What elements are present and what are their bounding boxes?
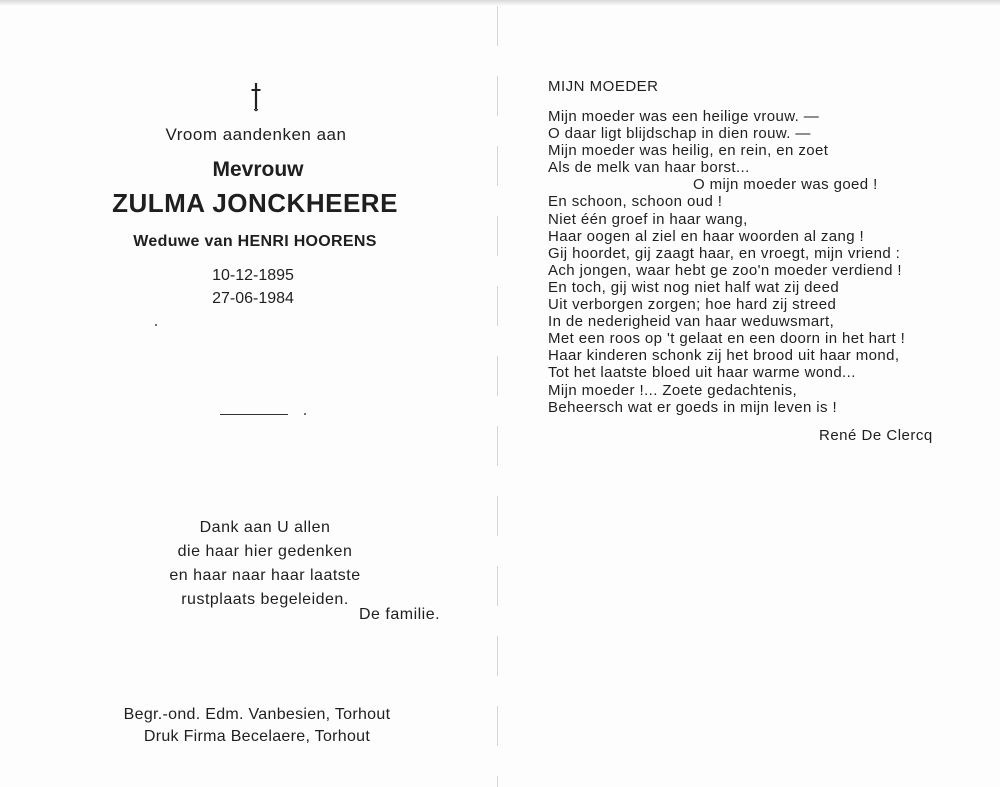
remembrance-heading: Vroom aandenken aan — [165, 125, 347, 144]
print-speck — [155, 324, 157, 326]
poem-line: Gij hoordet, gij zaagt haar, en vroegt, mijn vriend : — [548, 244, 901, 262]
poem-author: René De Clercq — [819, 427, 933, 444]
poem-title: MIJN MOEDER — [548, 78, 659, 95]
poem-line: En toch, gij wist nog niet half wat zij deed — [548, 278, 840, 296]
left-panel — [0, 0, 497, 787]
poem-line: Met een roos op 't gelaat en een doorn in het hart ! — [548, 330, 906, 348]
family-signature: De familie. — [359, 606, 441, 623]
thanks-line: die haar hier gedenken — [177, 543, 353, 560]
poem-line: Niet één groef in haar wang, — [548, 210, 748, 228]
widow-of-line: Weduwe van HENRI HOORENS — [133, 233, 377, 250]
thanks-line: Dank aan U allen — [199, 519, 331, 536]
death-date: 27-06-1984 — [212, 290, 294, 307]
printer-credits — [112, 704, 402, 748]
poem-line: In de nederigheid van haar weduwsmart, — [548, 313, 835, 331]
cross-icon — [249, 82, 263, 112]
poem-line: Mijn moeder was een heilige vrouw. — — [548, 108, 820, 125]
deceased-name: ZULMA JONCKHEERE — [112, 188, 398, 218]
poem-line: En schoon, schoon oud ! — [548, 193, 723, 211]
poem-line: Mijn moeder !... Zoete gedachtenis, — [548, 381, 798, 399]
birth-date: 10-12-1895 — [212, 267, 294, 284]
print-speck — [304, 413, 306, 415]
poem-line: Als de melk van haar borst... — [548, 159, 750, 177]
poem-line: Tot het laatste bloed uit haar warme wond... — [548, 364, 856, 382]
printer-line: Druk Firma Becelaere, Torhout — [143, 728, 371, 745]
poem-line: Haar oogen al ziel en haar woorden al zang ! — [548, 227, 865, 245]
thanks-line: en haar naar haar laatste — [169, 567, 361, 584]
thanks-block — [160, 516, 370, 612]
thanks-line: rustplaats begeleiden. — [181, 591, 349, 608]
deceased-title: Mevrouw — [212, 158, 304, 181]
poem-line: Beheersch wat er goeds in mijn leven is ! — [548, 398, 838, 416]
poem-body — [548, 108, 978, 416]
printer-line: Begr.-ond. Edm. Vanbesien, Torhout — [123, 706, 391, 723]
poem-line: Ach jongen, waar hebt ge zoo'n moeder verdiend ! — [548, 261, 902, 279]
right-panel — [497, 0, 1000, 787]
poem-line: Uit verborgen zorgen; hoe hard zij streed — [548, 296, 837, 314]
poem-line: O mijn moeder was goed ! — [693, 176, 878, 194]
poem-line: O daar ligt blijdschap in dien rouw. — — [548, 125, 811, 143]
poem-line: Mijn moeder was heilig, en rein, en zoet — [548, 142, 829, 160]
poem-line: Haar kinderen schonk zij het brood uit haar mond, — [548, 347, 900, 365]
divider-rule — [220, 414, 288, 415]
